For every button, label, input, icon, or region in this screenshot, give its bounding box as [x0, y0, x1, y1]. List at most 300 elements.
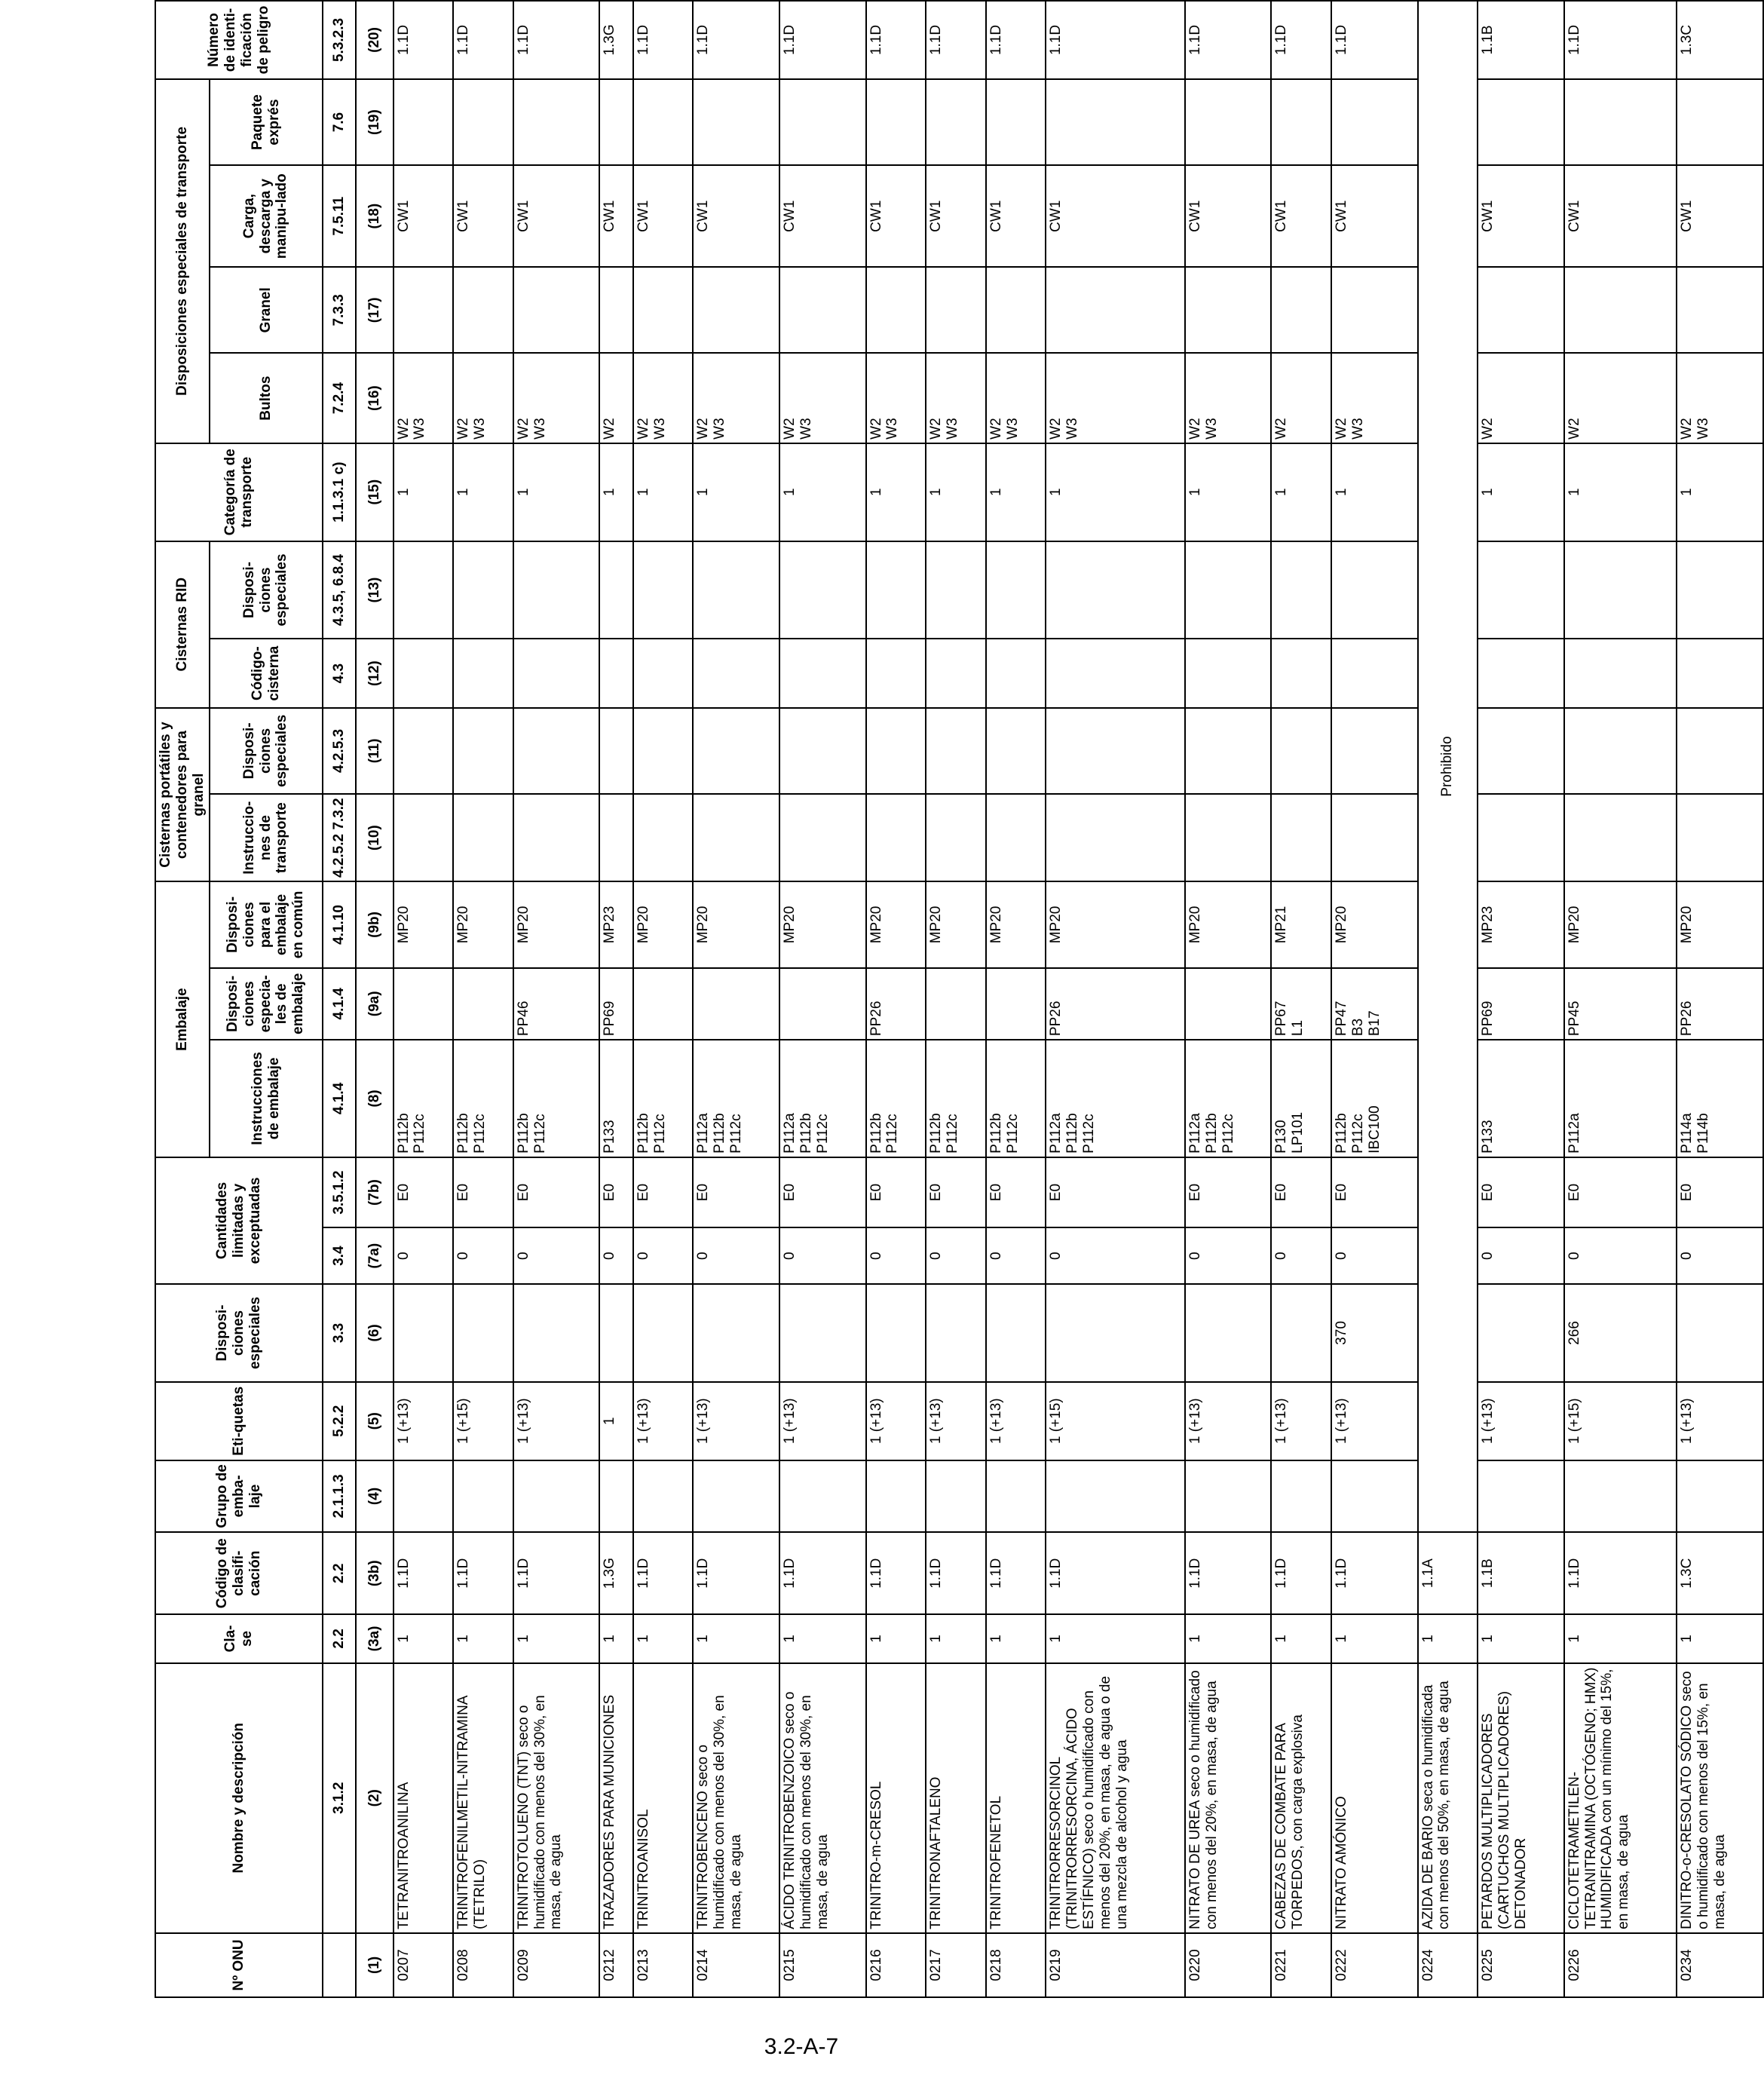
cell-instr-emb: P112a P112b P112c	[779, 1040, 866, 1157]
cell-codigo-cisterna	[394, 639, 454, 707]
cell-limited-qty: 0	[926, 1227, 986, 1284]
cell-clase: 1	[986, 1614, 1046, 1662]
cell-granel	[1271, 267, 1331, 353]
cell-instr-transp	[1046, 794, 1185, 881]
cell-disp-esp-rid	[394, 541, 454, 639]
cell-name: TRINITROFENETOL	[986, 1663, 1046, 1933]
table-row	[599, 1, 633, 1997]
cell-grupo	[1271, 1460, 1331, 1533]
header-un-no: Nº ONU	[155, 1933, 323, 1997]
cell-limited-qty: 0	[1478, 1227, 1564, 1284]
cell-etiquetas: 1 (+15)	[453, 1382, 513, 1460]
cell-instr-emb: P133	[1478, 1040, 1564, 1157]
cell-codigo-cisterna	[693, 639, 779, 707]
cell-excepted-qty: E0	[1564, 1157, 1677, 1227]
cell-limited-qty: 0	[513, 1227, 600, 1284]
cell-clase: 1	[779, 1614, 866, 1662]
cell-granel	[1331, 267, 1418, 353]
cell-clase: 1	[866, 1614, 926, 1662]
cell-disp-esp-emb: PP26	[866, 968, 926, 1040]
cell-etiquetas: 1 (+13)	[513, 1382, 600, 1460]
cell-codigo: 1.1D	[453, 1532, 513, 1614]
col-number: (9a)	[356, 968, 394, 1040]
table-row	[513, 1, 600, 1997]
cell-disp-esp-rid	[1185, 541, 1272, 639]
cell-carga: CW1	[1185, 165, 1272, 267]
cell-codigo: 1.3G	[599, 1532, 633, 1614]
cell-limited-qty: 0	[779, 1227, 866, 1284]
cell-carga: CW1	[633, 165, 694, 267]
cell-codigo-cisterna	[1271, 639, 1331, 707]
rotated-table-container	[155, 0, 1764, 1998]
cell-disp-esp	[1478, 1284, 1564, 1382]
cell-excepted-qty: E0	[1185, 1157, 1272, 1227]
cell-numero-peligro: 1.1D	[986, 1, 1046, 79]
cell-instr-transp	[1478, 794, 1564, 881]
cell-disp-esp	[513, 1284, 600, 1382]
cell-disp-esp-cist	[926, 708, 986, 794]
cell-clase: 1	[1046, 1614, 1185, 1662]
cell-disp-esp-cist	[779, 708, 866, 794]
cell-instr-emb: P112a	[1564, 1040, 1677, 1157]
cell-etiquetas: 1 (+13)	[1677, 1382, 1763, 1460]
cell-carga: CW1	[986, 165, 1046, 267]
cell-categoria: 1	[1677, 443, 1763, 541]
cell-instr-transp	[1331, 794, 1418, 881]
cell-instr-transp	[513, 794, 600, 881]
cell-clase: 1	[453, 1614, 513, 1662]
table-row	[1418, 1, 1478, 1997]
cell-granel	[1046, 267, 1185, 353]
cell-codigo-cisterna	[1478, 639, 1564, 707]
cell-disp-esp-emb	[1185, 968, 1272, 1040]
cell-instr-emb: P112a P112b P112c	[1185, 1040, 1272, 1157]
cell-bultos: W2 W3	[986, 353, 1046, 443]
cell-etiquetas: 1 (+13)	[1331, 1382, 1418, 1460]
cell-limited-qty: 0	[1331, 1227, 1418, 1284]
cell-paquete	[866, 79, 926, 165]
cell-codigo: 1.1D	[693, 1532, 779, 1614]
header-grupo: Grupo de emba-laje	[155, 1460, 323, 1533]
cell-bultos: W2 W3	[1046, 353, 1185, 443]
ref-cell: 3.4	[323, 1227, 356, 1284]
cell-granel	[926, 267, 986, 353]
cell-grupo	[779, 1460, 866, 1533]
cell-codigo-cisterna	[599, 639, 633, 707]
cell-categoria: 1	[866, 443, 926, 541]
cell-categoria: 1	[1271, 443, 1331, 541]
cell-disp-esp-cist	[866, 708, 926, 794]
cell-bultos: W2	[1564, 353, 1677, 443]
table-row	[1677, 1, 1763, 1997]
cell-numero-peligro: 1.1D	[513, 1, 600, 79]
prohibited-cell: Prohibido	[1418, 1, 1478, 1532]
cell-grupo	[599, 1460, 633, 1533]
cell-disp-esp-cist	[599, 708, 633, 794]
table-row	[1331, 1, 1418, 1997]
cell-disp-esp-emb	[986, 968, 1046, 1040]
cell-limited-qty: 0	[866, 1227, 926, 1284]
cell-paquete	[1564, 79, 1677, 165]
cell-etiquetas: 1 (+13)	[693, 1382, 779, 1460]
cell-codigo-cisterna	[633, 639, 694, 707]
cell-excepted-qty: E0	[394, 1157, 454, 1227]
cell-etiquetas: 1 (+13)	[1478, 1382, 1564, 1460]
cell-un-number: 0207	[394, 1933, 454, 1997]
cell-numero-peligro: 1.1D	[1185, 1, 1272, 79]
cell-carga: CW1	[779, 165, 866, 267]
cell-instr-emb: P112b P112c IBC100	[1331, 1040, 1418, 1157]
cell-excepted-qty: E0	[1271, 1157, 1331, 1227]
cell-clase: 1	[1564, 1614, 1677, 1662]
table-row	[1478, 1, 1564, 1997]
cell-codigo-cisterna	[453, 639, 513, 707]
cell-granel	[453, 267, 513, 353]
cell-numero-peligro: 1.1D	[926, 1, 986, 79]
cell-codigo-cisterna	[513, 639, 600, 707]
cell-disp-emb-comun: MP20	[1185, 881, 1272, 967]
cell-grupo	[633, 1460, 694, 1533]
cell-instr-transp	[779, 794, 866, 881]
cell-disp-esp-cist	[394, 708, 454, 794]
cell-bultos: W2 W3	[779, 353, 866, 443]
cell-categoria: 1	[779, 443, 866, 541]
cell-clase: 1	[394, 1614, 454, 1662]
cell-codigo: 1.1D	[926, 1532, 986, 1614]
cell-instr-emb: P133	[599, 1040, 633, 1157]
table-row	[986, 1, 1046, 1997]
ref-cell: 2.1.1.3	[323, 1460, 356, 1533]
header-granel: Granel	[210, 267, 323, 353]
cell-paquete	[513, 79, 600, 165]
cell-etiquetas: 1	[599, 1382, 633, 1460]
cell-disp-esp-emb: PP47 B3 B17	[1331, 968, 1418, 1040]
cell-disp-emb-comun: MP20	[513, 881, 600, 967]
cell-disp-esp-emb: PP26	[1046, 968, 1185, 1040]
cell-etiquetas: 1 (+13)	[1271, 1382, 1331, 1460]
cell-instr-emb: P112b P112c	[633, 1040, 694, 1157]
cell-un-number: 0208	[453, 1933, 513, 1997]
cell-categoria: 1	[453, 443, 513, 541]
cell-carga: CW1	[513, 165, 600, 267]
cell-un-number: 0222	[1331, 1933, 1418, 1997]
cell-numero-peligro: 1.1D	[866, 1, 926, 79]
cell-clase: 1	[1418, 1614, 1478, 1662]
cell-carga: CW1	[866, 165, 926, 267]
cell-numero-peligro: 1.1D	[1564, 1, 1677, 79]
cell-grupo	[1331, 1460, 1418, 1533]
cell-disp-esp-emb	[926, 968, 986, 1040]
cell-carga: CW1	[453, 165, 513, 267]
cell-un-number: 0209	[513, 1933, 600, 1997]
cell-name: PETARDOS MULTIPLICADORES (CARTUCHOS MULTIPLICADORES) DETONADOR	[1478, 1663, 1564, 1933]
column-number-row	[356, 1, 394, 1997]
cell-clase: 1	[1331, 1614, 1418, 1662]
table-row	[1046, 1, 1185, 1997]
cell-clase: 1	[1271, 1614, 1331, 1662]
cell-un-number: 0217	[926, 1933, 986, 1997]
table-row	[453, 1, 513, 1997]
header-etiquetas: Eti-quetas	[155, 1382, 323, 1460]
cell-name: TRINITRONAFTALENO	[926, 1663, 986, 1933]
cell-codigo-cisterna	[779, 639, 866, 707]
cell-disp-esp-rid	[1564, 541, 1677, 639]
ref-cell: 4.2.5.2 7.3.2	[323, 794, 356, 881]
cell-paquete	[779, 79, 866, 165]
cell-disp-esp	[779, 1284, 866, 1382]
cell-un-number: 0219	[1046, 1933, 1185, 1997]
cell-limited-qty: 0	[1564, 1227, 1677, 1284]
cell-disp-emb-comun: MP20	[926, 881, 986, 967]
header-codigo-cisterna: Código-cisterna	[210, 639, 323, 707]
cell-codigo: 1.1D	[1185, 1532, 1272, 1614]
cell-un-number: 0212	[599, 1933, 633, 1997]
cell-granel	[1564, 267, 1677, 353]
ref-cell: 2.2	[323, 1532, 356, 1614]
cell-disp-esp-rid	[866, 541, 926, 639]
cell-limited-qty: 0	[1677, 1227, 1763, 1284]
cell-disp-esp	[453, 1284, 513, 1382]
page-number: 3.2-A-7	[764, 2034, 839, 2059]
cell-instr-transp	[394, 794, 454, 881]
cell-disp-esp	[394, 1284, 454, 1382]
cell-instr-transp	[1185, 794, 1272, 881]
header-disp-esp-emb: Disposi-ciones especia-les de embalaje	[210, 968, 323, 1040]
cell-paquete	[1185, 79, 1272, 165]
cell-numero-peligro: 1.1D	[633, 1, 694, 79]
cell-categoria: 1	[1478, 443, 1564, 541]
cell-name: TRINITROFENILMETIL-NITRAMINA (TETRILO)	[453, 1663, 513, 1933]
header-cisternas-rid: Cisternas RID	[155, 541, 210, 708]
cell-paquete	[926, 79, 986, 165]
cell-disp-esp-cist	[633, 708, 694, 794]
cell-un-number: 0221	[1271, 1933, 1331, 1997]
cell-disp-esp-emb: PP46	[513, 968, 600, 1040]
cell-disp-esp-rid	[1331, 541, 1418, 639]
cell-numero-peligro: 1.1D	[453, 1, 513, 79]
cell-granel	[986, 267, 1046, 353]
cell-un-number: 0225	[1478, 1933, 1564, 1997]
cell-excepted-qty: E0	[453, 1157, 513, 1227]
col-number: (3a)	[356, 1614, 394, 1662]
cell-codigo-cisterna	[1331, 639, 1418, 707]
ref-cell: 1.1.3.1 c)	[323, 443, 356, 541]
cell-bultos: W2 W3	[1677, 353, 1763, 443]
cell-limited-qty: 0	[599, 1227, 633, 1284]
cell-paquete	[1046, 79, 1185, 165]
cell-grupo	[394, 1460, 454, 1533]
cell-excepted-qty: E0	[1478, 1157, 1564, 1227]
cell-instr-emb: P112b P112c	[866, 1040, 926, 1157]
cell-bultos: W2 W3	[453, 353, 513, 443]
header-numero-peligro: Número de identi-ficación de peligro	[155, 1, 323, 79]
cell-paquete	[599, 79, 633, 165]
cell-granel	[866, 267, 926, 353]
cell-disp-esp-emb	[779, 968, 866, 1040]
cell-carga: CW1	[394, 165, 454, 267]
table-row	[394, 1, 454, 1997]
col-number: (3b)	[356, 1532, 394, 1614]
cell-numero-peligro: 1.1D	[1271, 1, 1331, 79]
cell-disp-esp	[986, 1284, 1046, 1382]
cell-instr-transp	[1564, 794, 1677, 881]
cell-carga: CW1	[1478, 165, 1564, 267]
cell-excepted-qty: E0	[693, 1157, 779, 1227]
cell-disp-esp	[1046, 1284, 1185, 1382]
cell-disp-esp-emb: PP67 L1	[1271, 968, 1331, 1040]
col-number: (4)	[356, 1460, 394, 1533]
cell-clase: 1	[1677, 1614, 1763, 1662]
cell-codigo: 1.1D	[1271, 1532, 1331, 1614]
col-number: (6)	[356, 1284, 394, 1382]
cell-name: NITRATO DE UREA seco o humidificado con menos del 20%, en masa, de agua	[1185, 1663, 1272, 1933]
col-number: (2)	[356, 1663, 394, 1933]
col-number: (7b)	[356, 1157, 394, 1227]
cell-bultos: W2 W3	[926, 353, 986, 443]
cell-categoria: 1	[1564, 443, 1677, 541]
cell-disp-esp-emb	[693, 968, 779, 1040]
cell-etiquetas: 1 (+15)	[1046, 1382, 1185, 1460]
cell-grupo	[1185, 1460, 1272, 1533]
ref-cell: 3.5.1.2	[323, 1157, 356, 1227]
cell-disp-esp-emb: PP45	[1564, 968, 1677, 1040]
cell-etiquetas: 1 (+13)	[779, 1382, 866, 1460]
cell-clase: 1	[1185, 1614, 1272, 1662]
cell-disp-emb-comun: MP20	[866, 881, 926, 967]
cell-numero-peligro: 1.1D	[394, 1, 454, 79]
cell-etiquetas: 1 (+13)	[1185, 1382, 1272, 1460]
cell-limited-qty: 0	[986, 1227, 1046, 1284]
cell-paquete	[633, 79, 694, 165]
header-row-1	[155, 1, 210, 1997]
cell-instr-transp	[633, 794, 694, 881]
ref-cell: 7.5.11	[323, 165, 356, 267]
cell-bultos: W2	[599, 353, 633, 443]
cell-categoria: 1	[1331, 443, 1418, 541]
cell-codigo: 1.3C	[1677, 1532, 1763, 1614]
cell-disp-esp-emb	[394, 968, 454, 1040]
cell-paquete	[394, 79, 454, 165]
cell-disp-esp-cist	[1271, 708, 1331, 794]
cell-disp-esp-cist	[1677, 708, 1763, 794]
cell-disp-esp-cist	[1185, 708, 1272, 794]
cell-etiquetas: 1 (+13)	[394, 1382, 454, 1460]
cell-disp-esp-rid	[1677, 541, 1763, 639]
cell-excepted-qty: E0	[866, 1157, 926, 1227]
ref-cell: 3.3	[323, 1284, 356, 1382]
cell-granel	[599, 267, 633, 353]
table-row	[693, 1, 779, 1997]
cell-categoria: 1	[633, 443, 694, 541]
ref-cell: 2.2	[323, 1614, 356, 1662]
col-number: (8)	[356, 1040, 394, 1157]
col-number: (10)	[356, 794, 394, 881]
cell-codigo: 1.1A	[1418, 1532, 1478, 1614]
cell-clase: 1	[1478, 1614, 1564, 1662]
col-number: (18)	[356, 165, 394, 267]
table-row	[926, 1, 986, 1997]
cell-disp-esp-rid	[599, 541, 633, 639]
cell-grupo	[513, 1460, 600, 1533]
cell-clase: 1	[513, 1614, 600, 1662]
col-number: (17)	[356, 267, 394, 353]
cell-limited-qty: 0	[1271, 1227, 1331, 1284]
cell-disp-esp-rid	[453, 541, 513, 639]
cell-clase: 1	[926, 1614, 986, 1662]
cell-disp-esp-cist	[986, 708, 1046, 794]
cell-granel	[779, 267, 866, 353]
cell-instr-emb: P112b P112c	[986, 1040, 1046, 1157]
cell-instr-emb: P112b P112c	[513, 1040, 600, 1157]
cell-disp-esp-cist	[513, 708, 600, 794]
cell-disp-esp-emb: PP69	[599, 968, 633, 1040]
cell-instr-emb: P112a P112b P112c	[693, 1040, 779, 1157]
cell-disp-esp-rid	[633, 541, 694, 639]
cell-disp-esp	[866, 1284, 926, 1382]
cell-codigo-cisterna	[926, 639, 986, 707]
cell-disp-emb-comun: MP23	[599, 881, 633, 967]
cell-disp-esp	[599, 1284, 633, 1382]
cell-instr-emb: P114a P114b	[1677, 1040, 1763, 1157]
cell-clase: 1	[693, 1614, 779, 1662]
cell-instr-transp	[1677, 794, 1763, 881]
cell-excepted-qty: E0	[1677, 1157, 1763, 1227]
cell-etiquetas: 1 (+13)	[866, 1382, 926, 1460]
ref-cell: 5.3.2.3	[323, 1, 356, 79]
cell-name: TRINITROTOLUENO (TNT) seco o humidificado con menos del 30%, en masa, de agua	[513, 1663, 600, 1933]
cell-carga: CW1	[599, 165, 633, 267]
cell-name: AZIDA DE BARIO seca o humidificada con menos del 50%, en masa, de agua	[1418, 1663, 1478, 1933]
cell-un-number: 0226	[1564, 1933, 1677, 1997]
cell-grupo	[693, 1460, 779, 1533]
cell-disp-emb-comun: MP20	[1046, 881, 1185, 967]
cell-disp-esp-rid	[779, 541, 866, 639]
cell-codigo: 1.1D	[633, 1532, 694, 1614]
cell-bultos: W2	[1271, 353, 1331, 443]
header-carga: Carga, descarga y manipu-lado	[210, 165, 323, 267]
cell-excepted-qty: E0	[986, 1157, 1046, 1227]
cell-name: ÁCIDO TRINITROBENZOICO seco o humidificado con menos del 30%, en masa, de agua	[779, 1663, 866, 1933]
cell-name: TRINITRO-m-CRESOL	[866, 1663, 926, 1933]
cell-disp-emb-comun: MP20	[986, 881, 1046, 967]
cell-un-number: 0216	[866, 1933, 926, 1997]
cell-name: CICLOTETRAMETILEN-TETRANITRAMINA (OCTÓGENO; HMX) HUMIDIFICADA con un mínimo del 15%, en masa, de agua	[1564, 1663, 1677, 1933]
cell-disp-emb-comun: MP20	[779, 881, 866, 967]
table-row	[633, 1, 694, 1997]
cell-bultos: W2 W3	[1185, 353, 1272, 443]
cell-disp-esp	[1271, 1284, 1331, 1382]
cell-codigo-cisterna	[866, 639, 926, 707]
table-row	[1185, 1, 1272, 1997]
cell-disp-esp-cist	[1331, 708, 1418, 794]
cell-categoria: 1	[926, 443, 986, 541]
cell-disp-esp-cist	[1046, 708, 1185, 794]
col-number: (20)	[356, 1, 394, 79]
table-row	[1271, 1, 1331, 1997]
cell-codigo-cisterna	[1564, 639, 1677, 707]
cell-disp-emb-comun: MP20	[633, 881, 694, 967]
cell-codigo: 1.1D	[1046, 1532, 1185, 1614]
ref-cell: 7.3.3	[323, 267, 356, 353]
cell-name: TRAZADORES PARA MUNICIONES	[599, 1663, 633, 1933]
cell-etiquetas: 1 (+13)	[633, 1382, 694, 1460]
cell-instr-emb: P130 LP101	[1271, 1040, 1331, 1157]
header-bultos: Bultos	[210, 353, 323, 443]
cell-carga: CW1	[693, 165, 779, 267]
cell-limited-qty: 0	[633, 1227, 694, 1284]
cell-codigo: 1.1D	[1331, 1532, 1418, 1614]
cell-categoria: 1	[1185, 443, 1272, 541]
